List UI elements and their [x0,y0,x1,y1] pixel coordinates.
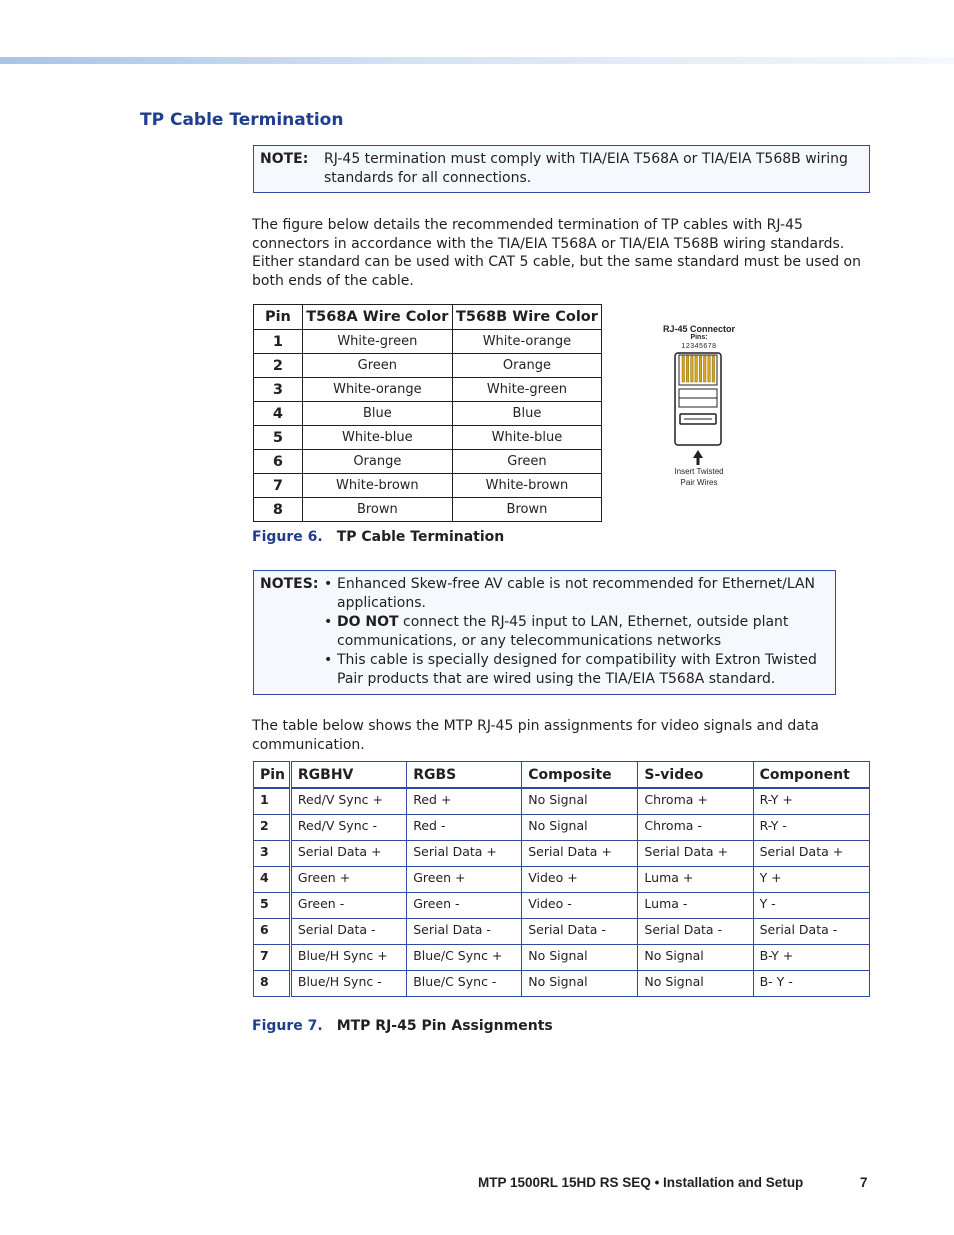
table-cell: White-blue [302,426,452,450]
table-row [254,866,870,892]
pin-number-cell: 4 [254,866,291,892]
table-cell: Video + [522,866,638,892]
table-row [254,814,870,840]
note-box [253,145,870,193]
table-cell: Green [452,450,601,474]
table-cell: Serial Data + [407,840,522,866]
pin-assignment-table [253,761,870,997]
table-cell: Serial Data - [290,918,406,944]
emphasis: DO NOT [337,614,399,630]
table-row [254,402,602,426]
column-header: RGBS [407,762,522,789]
table-cell: Serial Data + [753,840,869,866]
table-cell: White-orange [452,330,601,354]
table-cell: Blue/H Sync + [290,944,406,970]
table-cell: No Signal [638,970,753,996]
table-cell: Serial Data - [753,918,869,944]
column-header: Component [753,762,869,789]
figure-number: Figure 7. [252,1018,323,1034]
table-cell: Serial Data + [522,840,638,866]
table-cell: R-Y + [753,788,869,814]
table-cell: Blue/C Sync + [407,944,522,970]
table-cell: Chroma + [638,788,753,814]
table-cell: Green - [290,892,406,918]
note-item-text: Enhanced Skew-free AV cable is not recommended for Ethernet/LAN applications. [337,576,816,611]
table-cell: No Signal [522,944,638,970]
table-row [254,474,602,498]
bullet: • [324,576,333,592]
note-item-text [324,613,824,651]
table-cell: Serial Data - [638,918,753,944]
notes-box [253,570,836,695]
table-cell: B- Y - [753,970,869,996]
table-cell: Serial Data - [522,918,638,944]
pin-number-cell: 7 [254,944,291,970]
intro-paragraph: The figure below details the recommended termination of TP cables with RJ-45 connectors in accordance with the TIA/EIA T568A or TIA/EIA T568B wiring standards. Either standard can be used with CAT 5 cable, but the same standard must be used on both ends of the cable. [252,217,861,289]
table-row [254,378,602,402]
table-cell: Green - [407,892,522,918]
table-row [254,788,870,814]
table-cell: Brown [302,498,452,522]
insert-line-2: Pair Wires [680,478,718,487]
table-cell: Y + [753,866,869,892]
table-cell: Blue/C Sync - [407,970,522,996]
pin-number-cell: 6 [254,450,303,474]
insert-line-1: Insert Twisted [674,467,724,476]
table-cell: White-orange [302,378,452,402]
table-cell: Red/V Sync - [290,814,406,840]
column-header: T568A Wire Color [302,305,452,330]
table-cell: Red - [407,814,522,840]
column-header: S-video [638,762,753,789]
pin-number-cell: 2 [254,354,303,378]
header-gradient-bar [0,57,954,64]
table-row [254,426,602,450]
bullet: • [324,652,333,668]
table-cell: Green + [290,866,406,892]
rj45-title: RJ-45 Connector [662,324,735,334]
wire-table-body [254,330,602,522]
pin-number-cell: 5 [254,892,291,918]
note-label: NOTE: [260,151,309,167]
column-header: Pin [254,762,291,789]
figure-7-caption [252,1018,553,1034]
table-row [254,354,602,378]
table-row [254,918,870,944]
table-row [254,840,870,866]
table-cell: Green [302,354,452,378]
note-item-rest: connect the RJ-45 input to LAN, Ethernet, outside plant communications, or any telecommunications networks [337,614,789,649]
table-cell: No Signal [522,970,638,996]
table-cell: Blue/H Sync - [290,970,406,996]
table-cell: Luma - [638,892,753,918]
table-cell: Y - [753,892,869,918]
table-row [254,498,602,522]
note-item [324,651,824,689]
page-number: 7 [860,1175,868,1190]
table-cell: Chroma - [638,814,753,840]
column-header: Pin [254,305,303,330]
section-title: TP Cable Termination [140,110,344,130]
table-cell: Blue [302,402,452,426]
pin-number-cell: 4 [254,402,303,426]
table-cell: No Signal [522,788,638,814]
note-item [324,613,824,651]
table-cell: R-Y - [753,814,869,840]
wire-color-table [253,304,602,522]
table-cell: Red + [407,788,522,814]
table-cell: Serial Data - [407,918,522,944]
notes-label: NOTES: [260,576,319,592]
pin-number-cell: 2 [254,814,291,840]
pin-number-cell: 1 [254,788,291,814]
figure-caption-text: TP Cable Termination [336,529,505,545]
pin-number-cell: 3 [254,840,291,866]
table-cell: Serial Data + [290,840,406,866]
table-cell: Red/V Sync + [290,788,406,814]
pin-number-cell: 8 [254,498,303,522]
column-header: Composite [522,762,638,789]
rj45-pin-numbers: 12345678 [681,343,717,350]
table-cell: No Signal [522,814,638,840]
pin-number-cell: 5 [254,426,303,450]
column-header: T568B Wire Color [452,305,601,330]
table-cell: Green + [407,866,522,892]
table-cell: White-green [302,330,452,354]
table-cell: Brown [452,498,601,522]
note-item-text: This cable is specially designed for compatibility with Extron Twisted Pair products that are wired using the TIA/EIA T568A standard. [337,652,817,687]
table-cell: Blue [452,402,601,426]
pin-number-cell: 8 [254,970,291,996]
bullet: • [324,614,333,630]
pin-number-cell: 3 [254,378,303,402]
rj45-insert-label [650,466,748,488]
note-item [324,575,824,613]
pin-number-cell: 1 [254,330,303,354]
table-row [254,450,602,474]
table-cell: Orange [302,450,452,474]
column-header: RGBHV [290,762,406,789]
table-header-row [254,305,602,330]
table-row [254,892,870,918]
pin-table-intro: The table below shows the MTP RJ-45 pin assignments for video signals and data communication. [252,718,819,753]
figure-6-caption [252,529,504,545]
table-cell: Video - [522,892,638,918]
figure-caption-text: MTP RJ-45 Pin Assignments [336,1018,553,1034]
rj45-connector-diagram [650,322,750,492]
table-row [254,970,870,996]
table-cell: B-Y + [753,944,869,970]
table-cell: Serial Data + [638,840,753,866]
table-cell: White-blue [452,426,601,450]
table-cell: White-brown [452,474,601,498]
table-row [254,330,602,354]
pin-number-cell: 7 [254,474,303,498]
footer-title: MTP 1500RL 15HD RS SEQ • Installation and Setup [478,1175,804,1190]
table-cell: Luma + [638,866,753,892]
table-cell: White-brown [302,474,452,498]
rj45-pins-label: Pins: [690,334,708,341]
pin-table-body [254,788,870,996]
rj45-connector-icon [674,352,724,466]
table-row [254,944,870,970]
figure-number: Figure 6. [252,529,323,545]
table-cell: Orange [452,354,601,378]
note-text: RJ-45 termination must comply with TIA/EIA T568A or TIA/EIA T568B wiring standards for all connections. [324,151,848,186]
pin-number-cell: 6 [254,918,291,944]
table-header-row [254,762,870,789]
table-cell: White-green [452,378,601,402]
table-cell: No Signal [638,944,753,970]
